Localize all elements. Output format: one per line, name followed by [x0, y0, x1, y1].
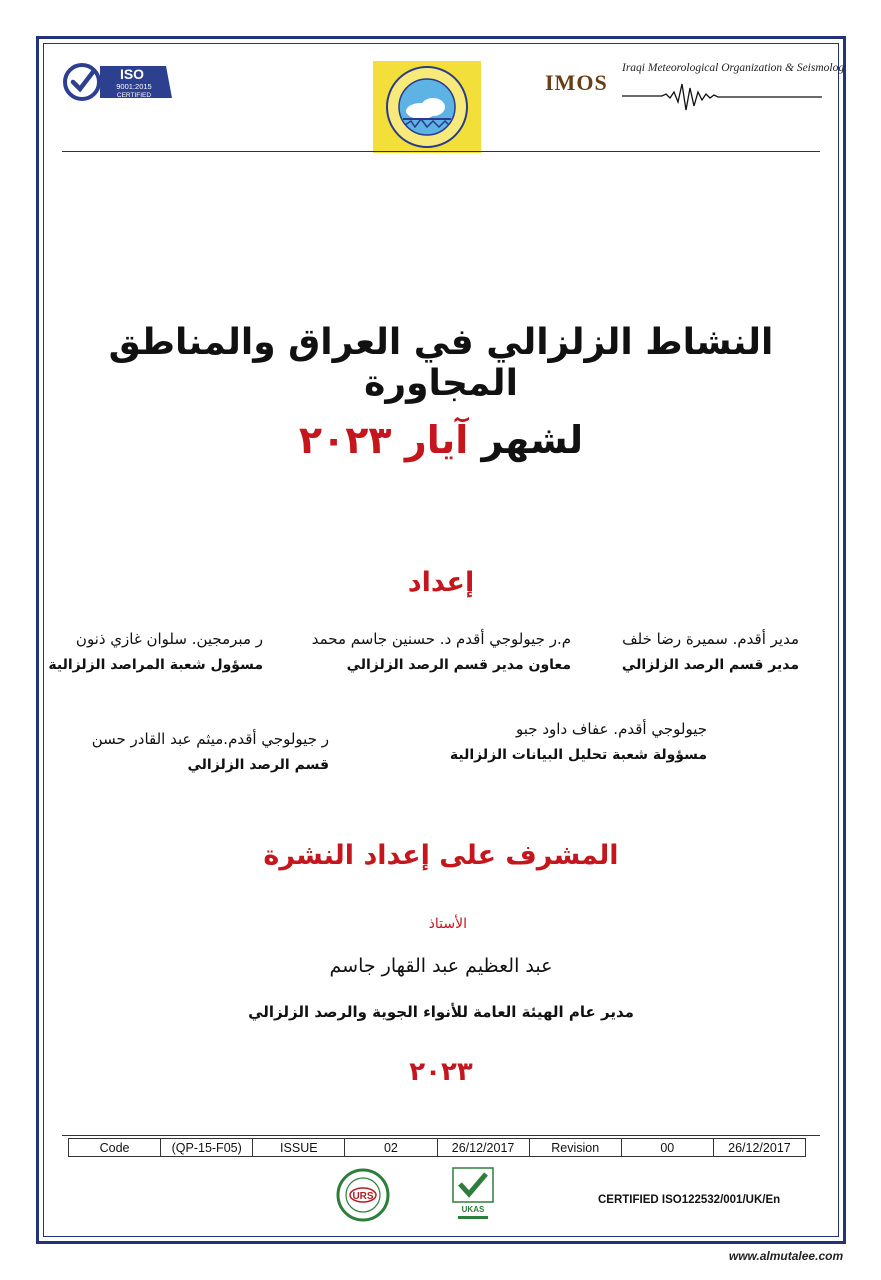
footer-divider — [62, 1135, 820, 1136]
ukas-logo — [450, 1166, 496, 1224]
preparer-role: مسؤول شعبة المراصد الزلزالية — [48, 657, 263, 673]
bulletin-subtitle — [60, 418, 822, 462]
watermark-url: www.almutalee.com — [716, 1246, 856, 1266]
prepared-by-heading: إعداد — [407, 567, 475, 598]
imos-full-name: Iraqi Meteorological Organization & Seismolog — [622, 62, 845, 74]
preparer-name: جيولوجي أقدم. عفاف داود جبو — [516, 720, 707, 738]
preparer-name: م.ر جيولوجي أقدم د. حسنين جاسم محمد — [311, 630, 571, 648]
table-cell: Revision — [529, 1139, 621, 1157]
preparer-5 — [92, 730, 329, 773]
table-cell: (QP-15-F05) — [161, 1139, 253, 1157]
iso-standard: 9001:2015 — [116, 82, 152, 91]
preparer-role: قسم الرصد الزلزالي — [187, 757, 329, 773]
document-year: ٢٠٢٣ — [409, 1057, 473, 1087]
supervisor-name: عبد العظيم عبد القهار جاسم — [329, 955, 553, 977]
table-row — [69, 1139, 806, 1157]
iso-label: CERTIFIED — [116, 92, 152, 99]
urs-label: URS — [352, 1191, 374, 1202]
table-cell: 26/12/2017 — [713, 1139, 805, 1157]
subtitle-month: آيار — [404, 418, 469, 462]
table-cell: ISSUE — [253, 1139, 345, 1157]
imos-logo — [545, 60, 845, 112]
supervisor-role: مدير عام الهيئة العامة للأنواء الجوية والرصد الزلزالي — [248, 1003, 634, 1021]
preparer-role: مسؤولة شعبة تحليل البيانات الزلزالية — [449, 747, 707, 763]
urs-logo — [336, 1168, 390, 1222]
subtitle-year: ٢٠٢٣ — [298, 418, 392, 462]
preparer-2 — [312, 630, 571, 673]
preparer-role: معاون مدير قسم الرصد الزلزالي — [346, 657, 571, 673]
certified-text: CERTIFIED ISO122532/001/UK/En — [598, 1194, 781, 1206]
document-code-table — [68, 1138, 806, 1157]
iso-certified-logo — [62, 62, 174, 102]
table-cell: Code — [69, 1139, 161, 1157]
subtitle-prefix: لشهر — [481, 418, 584, 462]
bulletin-title: النشاط الزلزالي في العراق والمناطق المجاورة — [108, 322, 774, 404]
supervisor-title: الأستاذ — [428, 916, 467, 932]
table-cell: 00 — [621, 1139, 713, 1157]
ukas-label: UKAS — [461, 1205, 485, 1214]
preparer-4 — [450, 720, 707, 763]
preparer-name: ر جيولوجي أقدم.ميثم عبد القادر حسن — [91, 730, 329, 748]
preparer-name: ر مبرمجين. سلوان غازي ذنون — [75, 630, 263, 648]
preparer-name: مدير أقدم. سميرة رضا خلف — [622, 630, 799, 648]
organization-emblem — [373, 61, 481, 153]
imos-abbreviation: IMOS — [545, 70, 608, 95]
iso-title: ISO — [119, 66, 145, 82]
supervisor-heading: المشرف على إعداد النشرة — [263, 840, 619, 871]
seismograph-icon — [622, 80, 822, 112]
header-divider — [62, 151, 820, 152]
preparer-role: مدير قسم الرصد الزلزالي — [621, 657, 799, 673]
table-cell: 26/12/2017 — [437, 1139, 529, 1157]
preparer-3 — [48, 630, 263, 673]
table-cell: 02 — [345, 1139, 437, 1157]
preparer-1 — [622, 630, 799, 673]
